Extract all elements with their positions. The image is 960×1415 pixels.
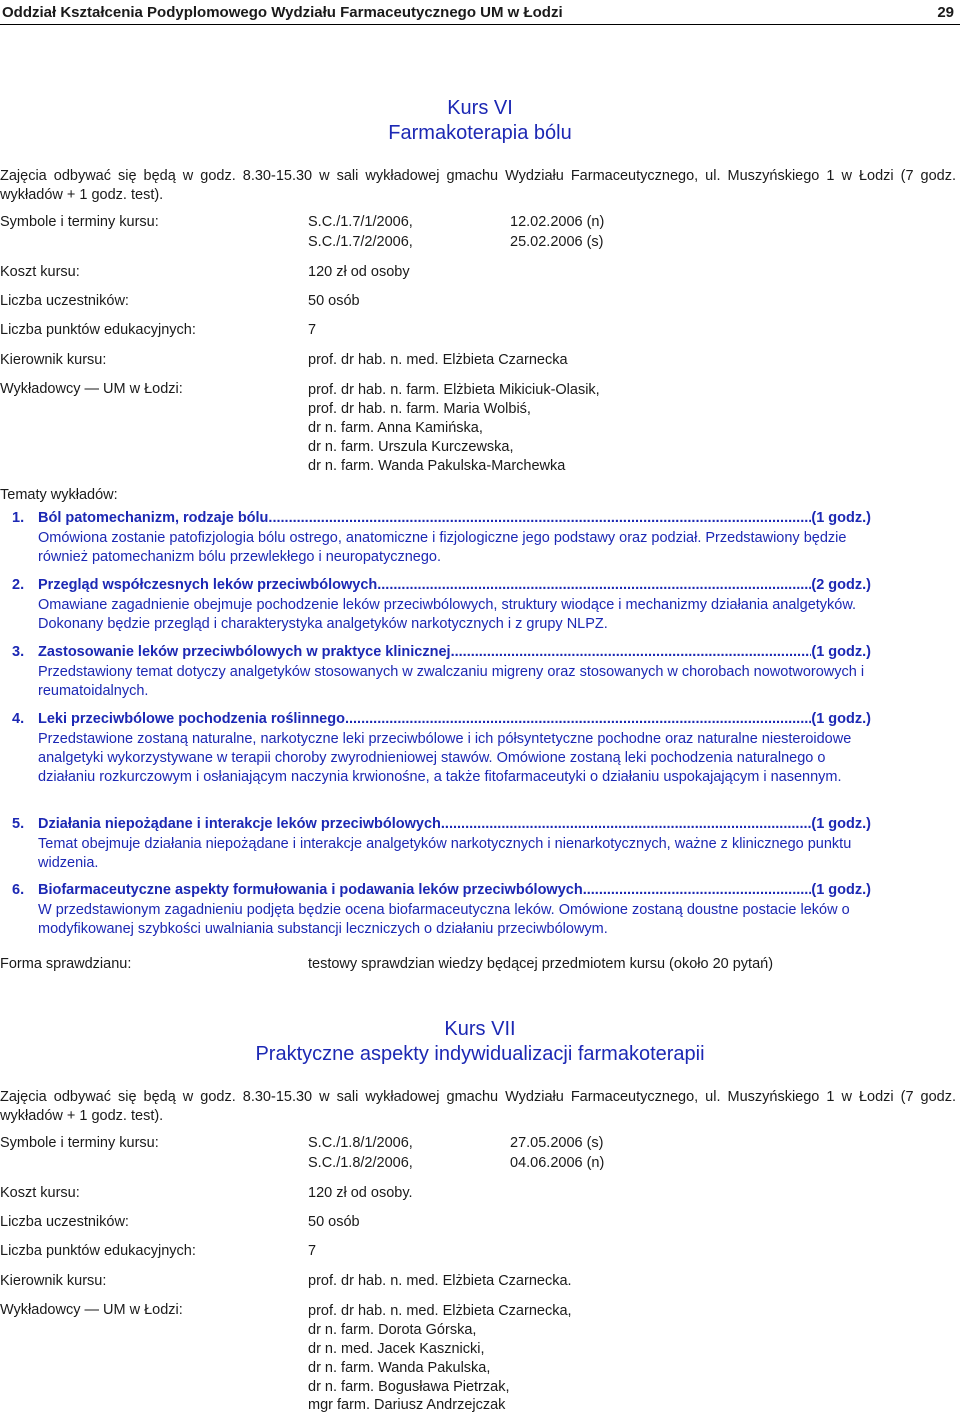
course7-symbol-code-1: S.C./1.8/1/2006,: [308, 1135, 413, 1151]
topic-title: [38, 510, 871, 526]
course7-lecturer: dr n. med. Jacek Kasznicki,: [308, 1341, 485, 1357]
course6-symbols-label: Symbole i terminy kursu:: [0, 214, 159, 230]
topic-leader-dots: [451, 644, 812, 660]
topic-number: 5.: [12, 816, 25, 832]
topic-description: Omówiona zostanie patofizjologia bólu ostrego, anatomiczne i fizjologiczne jego podstawy oraz podział. Przedstawiony będzie również patomechanizm bólu przewlekłego i neuropatycznego.: [38, 530, 847, 565]
course7-lecturer: dr n. farm. Dorota Górska,: [308, 1322, 477, 1338]
course7-heading: Kurs VII: [444, 1018, 516, 1040]
course6-head-label: Kierownik kursu:: [0, 352, 107, 368]
topic-hours: (1 godz.): [811, 510, 871, 526]
topic-title-text: Przegląd współczesnych leków przeciwbólowych: [38, 577, 378, 593]
topic-hours: (1 godz.): [811, 816, 871, 832]
course7-head-label: Kierownik kursu:: [0, 1273, 107, 1289]
page-header: [0, 2, 960, 25]
topic-leader-dots: [345, 711, 811, 727]
topic-number: 2.: [12, 577, 25, 593]
page-number: 29: [937, 4, 954, 21]
topic-title: [38, 644, 871, 660]
course7-symbol-date-1: 27.05.2006 (s): [510, 1135, 604, 1151]
topic-hours: (1 godz.): [811, 882, 871, 898]
topic-hours: (1 godz.): [811, 644, 871, 660]
topic-number: 1.: [12, 510, 25, 526]
course6-lecturer: dr n. farm. Anna Kamińska,: [308, 420, 483, 436]
course6-lecturer: prof. dr hab. n. farm. Maria Wolbiś,: [308, 401, 531, 417]
topic-description: W przedstawionym zagadnieniu podjęta będzie ocena biofarmaceutyczna leków. Omówione zostaną doustne postacie leków o modyfikowanej szybkości uwalniania substancji leczniczych o działaniu przeciwbólowym.: [38, 902, 850, 937]
course6-participants: 50 osób: [308, 293, 360, 309]
course6-lecturer: dr n. farm. Urszula Kurczewska,: [308, 439, 514, 455]
topic-title-text: Zastosowanie leków przeciwbólowych w praktyce klinicznej: [38, 644, 451, 660]
course6-symbol-date-2: 25.02.2006 (s): [510, 234, 604, 250]
topic-title-text: Ból patomechanizm, rodzaje bólu: [38, 510, 269, 526]
course7-participants-label: Liczba uczestników:: [0, 1214, 129, 1230]
topic-title-text: Działania niepożądane i interakcje leków przeciwbólowych: [38, 816, 441, 832]
topic-title-text: Biofarmaceutyczne aspekty formułowania i podawania leków przeciwbólowych: [38, 882, 583, 898]
course6-symbol-code-1: S.C./1.7/1/2006,: [308, 214, 413, 230]
topic-description: Temat obejmuje działania niepożądane i interakcje analgetyków narkotycznych i nienarkotycznych, ważne z klinicznego punktu widzenia.: [38, 836, 852, 871]
course6-topics-label: Tematy wykładów:: [0, 487, 118, 503]
course6-lecturer: dr n. farm. Wanda Pakulska-Marchewka: [308, 458, 566, 474]
course6-head: prof. dr hab. n. med. Elżbieta Czarnecka: [308, 352, 568, 368]
course7-cost-label: Koszt kursu:: [0, 1185, 80, 1201]
course7-lecturer: mgr farm. Dariusz Andrzejczak: [308, 1397, 506, 1413]
course7-symbols-label: Symbole i terminy kursu:: [0, 1135, 159, 1151]
course6-exam: testowy sprawdzian wiedzy będącej przedmiotem kursu (około 20 pytań): [308, 956, 774, 972]
topic-number: 4.: [12, 711, 25, 727]
topic-title: [38, 577, 871, 593]
topic-description: Omawiane zagadnienie obejmuje pochodzenie leków przeciwbólowych, struktury wiodące i mechanizmy działania analgetyków. Dokonany będzie przegląd i charakterystyka analgetyków narkotycznych i z grupy NLPZ.: [38, 597, 857, 632]
course7-lecturers-label: Wykładowcy — UM w Łodzi:: [0, 1302, 183, 1318]
course7-head: prof. dr hab. n. med. Elżbieta Czarnecka.: [308, 1273, 572, 1289]
topic-leader-dots: [583, 882, 812, 898]
course6-intro: Zajęcia odbywać się będą w godz. 8.30-15.30 w sali wykładowej gmachu Wydziału Farmaceutycznego, ul. Muszyńskiego 1 w Łodzi (7 godz. wykładów + 1 godz. test).: [0, 168, 956, 203]
topic-leader-dots: [268, 510, 811, 526]
course7-lecturer: prof. dr hab. n. med. Elżbieta Czarnecka,: [308, 1303, 572, 1319]
course6-cost: 120 zł od osoby: [308, 264, 410, 280]
course6-cost-label: Koszt kursu:: [0, 264, 80, 280]
course6-name: Farmakoterapia bólu: [388, 122, 572, 144]
course7-cost: 120 zł od osoby.: [308, 1185, 413, 1201]
course7-symbol-code-2: S.C./1.8/2/2006,: [308, 1155, 413, 1171]
course7-points: 7: [308, 1243, 317, 1259]
course7-lecturer: dr n. farm. Wanda Pakulska,: [308, 1360, 491, 1376]
course6-participants-label: Liczba uczestników:: [0, 293, 129, 309]
course6-exam-label: Forma sprawdzianu:: [0, 956, 132, 972]
header-title: Oddział Kształcenia Podyplomowego Wydziału Farmaceutycznego UM w Łodzi: [2, 4, 563, 21]
topic-leader-dots: [441, 816, 811, 832]
course6-symbol-date-1: 12.02.2006 (n): [510, 214, 605, 230]
course6-lecturers-label: Wykładowcy — UM w Łodzi:: [0, 381, 183, 397]
topic-title: [38, 711, 871, 727]
course6-heading: Kurs VI: [447, 97, 513, 119]
course6-points: 7: [308, 322, 317, 338]
course6-points-label: Liczba punktów edukacyjnych:: [0, 322, 196, 338]
topic-hours: (2 godz.): [811, 577, 871, 593]
topic-title-text: Leki przeciwbólowe pochodzenia roślinnego: [38, 711, 345, 727]
course7-name: Praktyczne aspekty indywidualizacji farmakoterapii: [255, 1043, 705, 1065]
topic-title: [38, 816, 871, 832]
course7-lecturer: dr n. farm. Bogusława Pietrzak,: [308, 1379, 510, 1395]
topic-description: Przedstawione zostaną naturalne, narkotyczne leki przeciwbólowe i ich półsyntetyczne pochodne oraz naturalne niesteroidowe analgetyki wykorzystywane w terapii choroby zwyrodnieniowej stawów. Omówione zostaną leki pochodzenia naturalnego o działaniu rozkurczowym i osłaniającym naczynia krwionośne, a także fitofarmaceutyki o działaniu uspokajającym i nasennym.: [38, 731, 852, 785]
course7-points-label: Liczba punktów edukacyjnych:: [0, 1243, 196, 1259]
course6-symbol-code-2: S.C./1.7/2/2006,: [308, 234, 413, 250]
course7-intro: Zajęcia odbywać się będą w godz. 8.30-15.30 w sali wykładowej gmachu Wydziału Farmaceutycznego, ul. Muszyńskiego 1 w Łodzi (7 godz. wykładów + 1 godz. test).: [0, 1089, 956, 1124]
topic-hours: (1 godz.): [811, 711, 871, 727]
topic-leader-dots: [377, 577, 811, 593]
course6-lecturer: prof. dr hab. n. farm. Elżbieta Mikiciuk-Olasik,: [308, 382, 600, 398]
topic-title: [38, 882, 871, 898]
topic-description: Przedstawiony temat dotyczy analgetyków stosowanych w zwalczaniu migreny oraz stosowanych w chorobach nowotworowych i reumatoidalnych.: [38, 664, 865, 699]
course7-participants: 50 osób: [308, 1214, 360, 1230]
topic-number: 3.: [12, 644, 25, 660]
course7-symbol-date-2: 04.06.2006 (n): [510, 1155, 605, 1171]
topic-number: 6.: [12, 882, 25, 898]
